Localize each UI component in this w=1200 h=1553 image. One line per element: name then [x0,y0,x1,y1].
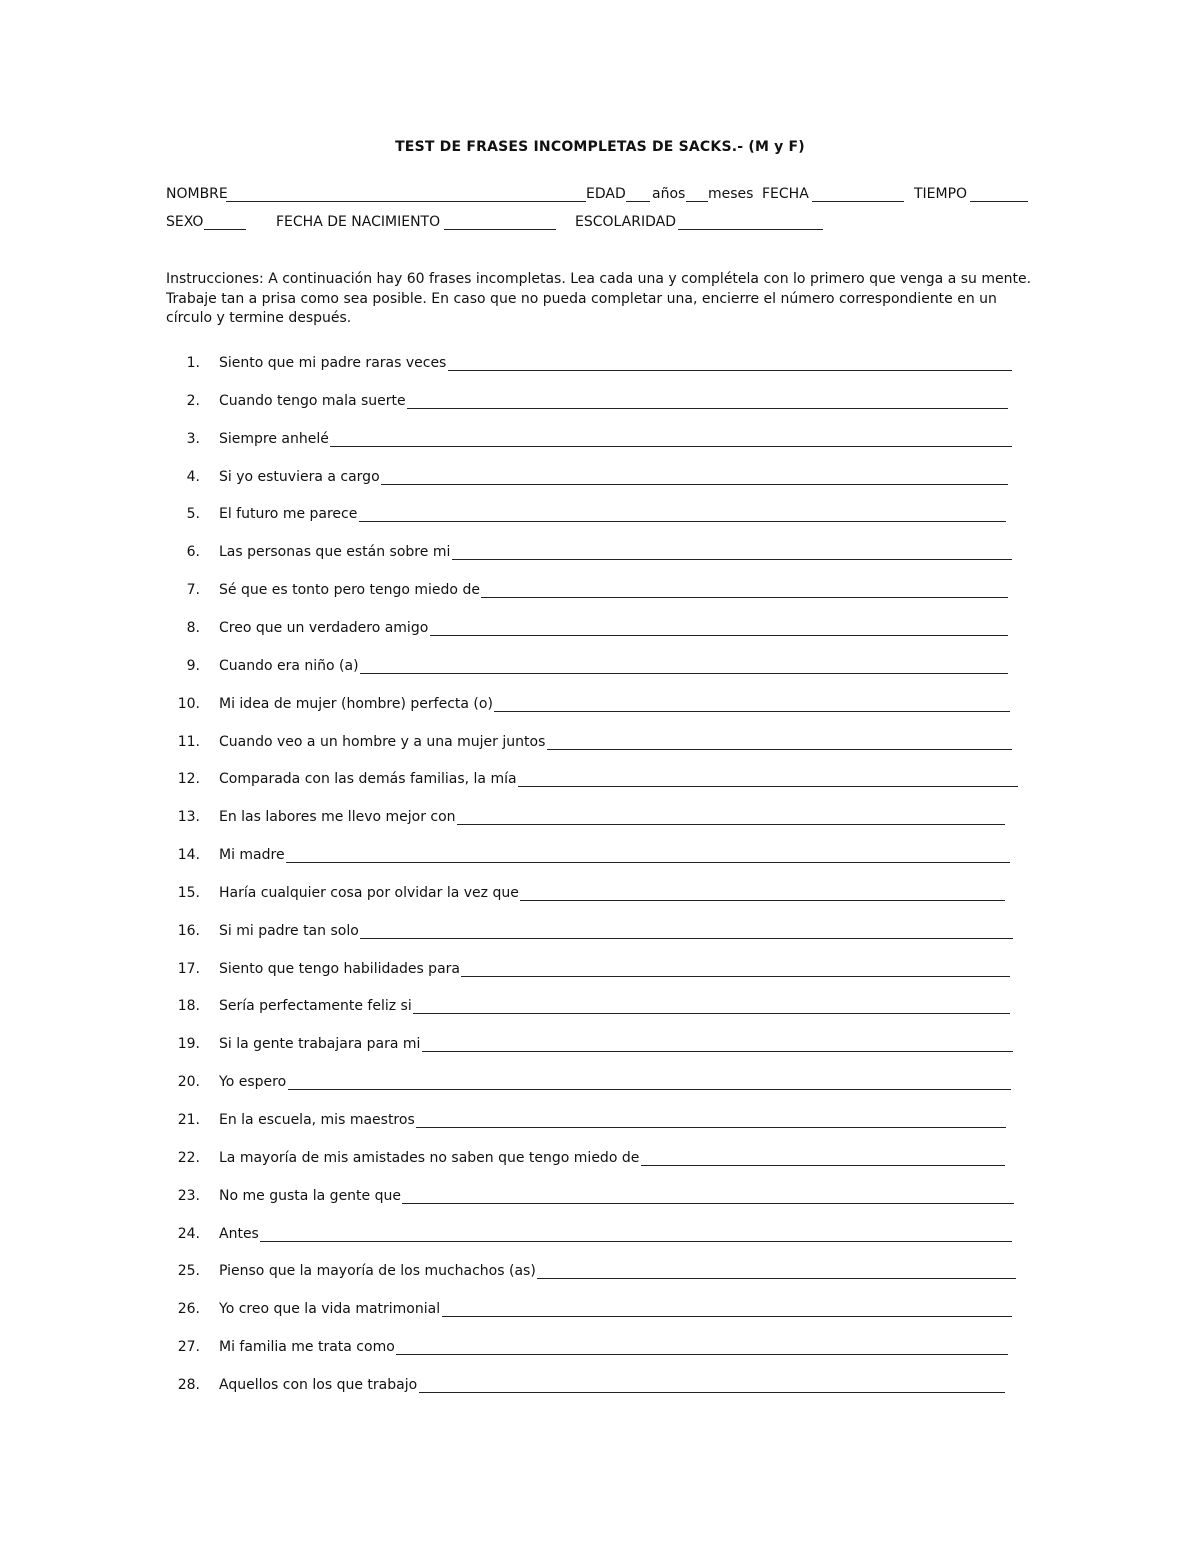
item-number: 10. [177,696,200,712]
fecha-label: FECHA [762,186,809,202]
sentence-item [166,393,1036,415]
item-answer-line[interactable] [422,1051,1013,1052]
item-prompt: Siento que tengo habilidades para [219,961,460,977]
item-answer-line[interactable] [520,900,1005,901]
item-answer-line[interactable] [413,1013,1010,1014]
sentence-item [166,696,1036,718]
sentence-item [166,1226,1036,1248]
item-number: 20. [177,1074,200,1090]
item-answer-line[interactable] [330,446,1012,447]
sentence-item [166,847,1036,869]
sentence-item [166,431,1036,453]
sentence-item [166,1263,1036,1285]
item-prompt: Mi idea de mujer (hombre) perfecta (o) [219,696,493,712]
item-number: 19. [177,1036,200,1052]
item-prompt: El futuro me parece [219,506,358,522]
item-number: 3. [186,431,200,447]
item-prompt: En la escuela, mis maestros [219,1112,415,1128]
item-number: 15. [177,885,200,901]
item-number: 13. [177,809,200,825]
item-number: 8. [186,620,200,636]
item-prompt: Mi familia me trata como [219,1339,395,1355]
item-prompt: Cuando tengo mala suerte [219,393,406,409]
item-answer-line[interactable] [260,1241,1012,1242]
sentence-item [166,885,1036,907]
sentence-item [166,1377,1036,1399]
sentence-item [166,355,1036,377]
item-answer-line[interactable] [457,824,1005,825]
item-prompt: Si la gente trabajara para mi [219,1036,421,1052]
escolaridad-label: ESCOLARIDAD [575,214,676,230]
sentence-item [166,544,1036,566]
sentence-item [166,1301,1036,1323]
item-answer-line[interactable] [407,408,1008,409]
sentence-item [166,1339,1036,1361]
sentence-item [166,658,1036,680]
item-answer-line[interactable] [442,1316,1012,1317]
item-answer-line[interactable] [360,938,1013,939]
item-answer-line[interactable] [286,862,1010,863]
sentence-item [166,998,1036,1020]
item-number: 21. [177,1112,200,1128]
sentence-item [166,1074,1036,1096]
item-prompt: Antes [219,1226,259,1242]
sentence-item [166,582,1036,604]
item-answer-line[interactable] [518,786,1018,787]
item-number: 1. [186,355,200,371]
item-answer-line[interactable] [381,484,1008,485]
item-number: 26. [177,1301,200,1317]
item-prompt: Sería perfectamente feliz si [219,998,412,1014]
sentence-item [166,1112,1036,1134]
sentence-item [166,506,1036,528]
item-number: 7. [186,582,200,598]
item-prompt: Creo que un verdadero amigo [219,620,429,636]
item-number: 9. [186,658,200,674]
edad-label: EDAD [586,186,626,202]
sentence-item [166,961,1036,983]
item-number: 2. [186,393,200,409]
item-prompt: Pienso que la mayoría de los muchachos (as) [219,1263,536,1279]
nombre-label: NOMBRE [166,186,228,202]
item-answer-line[interactable] [452,559,1012,560]
item-prompt: Cuando veo a un hombre y a una mujer juntos [219,734,546,750]
item-answer-line[interactable] [641,1165,1005,1166]
item-prompt: Las personas que están sobre mi [219,544,451,560]
item-answer-line[interactable] [494,711,1010,712]
item-prompt: Aquellos con los que trabajo [219,1377,418,1393]
item-prompt: Yo creo que la vida matrimonial [219,1301,441,1317]
item-answer-line[interactable] [547,749,1012,750]
item-number: 24. [177,1226,200,1242]
item-answer-line[interactable] [481,597,1008,598]
item-number: 4. [186,469,200,485]
item-number: 23. [177,1188,200,1204]
item-answer-line[interactable] [448,370,1012,371]
fecha-nacimiento-label: FECHA DE NACIMIENTO [276,214,441,230]
item-answer-line[interactable] [461,976,1010,977]
item-prompt: Haría cualquier cosa por olvidar la vez que [219,885,519,901]
item-prompt: Si yo estuviera a cargo [219,469,380,485]
instructions-line-1: Instrucciones: A continuación hay 60 frases incompletas. Lea cada una y complétela con lo primero que venga a su mente. [166,271,1032,287]
item-prompt: Si mi padre tan solo [219,923,359,939]
item-prompt: Comparada con las demás familias, la mía [219,771,517,787]
sentence-item [166,620,1036,642]
sentence-item [166,1150,1036,1172]
item-number: 16. [177,923,200,939]
instructions-line-3: círculo y termine después. [166,310,352,326]
item-number: 6. [186,544,200,560]
item-answer-line[interactable] [419,1392,1005,1393]
item-answer-line[interactable] [537,1278,1016,1279]
anos-label: años [652,186,686,202]
item-answer-line[interactable] [402,1203,1014,1204]
item-prompt: Siempre anhelé [219,431,329,447]
item-number: 14. [177,847,200,863]
sentence-item [166,923,1036,945]
sexo-label: SEXO [166,214,204,230]
sentence-item [166,809,1036,831]
item-prompt: No me gusta la gente que [219,1188,401,1204]
sentence-item [166,734,1036,756]
item-prompt: La mayoría de mis amistades no saben que tengo miedo de [219,1150,640,1166]
instructions-line-2: Trabaje tan a prisa como sea posible. En caso que no pueda completar una, encierre el número correspondiente en un [166,290,997,307]
item-answer-line[interactable] [359,521,1006,522]
item-prompt: En las labores me llevo mejor con [219,809,456,825]
item-prompt: Siento que mi padre raras veces [219,355,447,371]
item-number: 22. [177,1150,200,1166]
item-prompt: Cuando era niño (a) [219,658,359,674]
item-number: 5. [186,506,200,522]
item-answer-line[interactable] [288,1089,1011,1090]
item-answer-line[interactable] [430,635,1008,636]
sentence-item [166,1036,1036,1058]
item-answer-line[interactable] [416,1127,1006,1128]
item-prompt: Sé que es tonto pero tengo miedo de [219,582,480,598]
item-number: 12. [177,771,200,787]
item-number: 17. [177,961,200,977]
item-answer-line[interactable] [360,673,1008,674]
item-number: 18. [177,998,200,1014]
item-number: 25. [177,1263,200,1279]
item-answer-line[interactable] [396,1354,1008,1355]
item-number: 27. [177,1339,200,1355]
sentence-item [166,771,1036,793]
meses-label: meses [708,186,754,202]
sentence-item [166,1188,1036,1210]
sentence-item [166,469,1036,491]
item-prompt: Yo espero [219,1074,287,1090]
item-prompt: Mi madre [219,847,285,863]
item-number: 28. [177,1377,200,1393]
tiempo-label: TIEMPO [914,186,968,202]
document-title: TEST DE FRASES INCOMPLETAS DE SACKS.- (M y F) [395,139,805,155]
item-number: 11. [177,734,200,750]
